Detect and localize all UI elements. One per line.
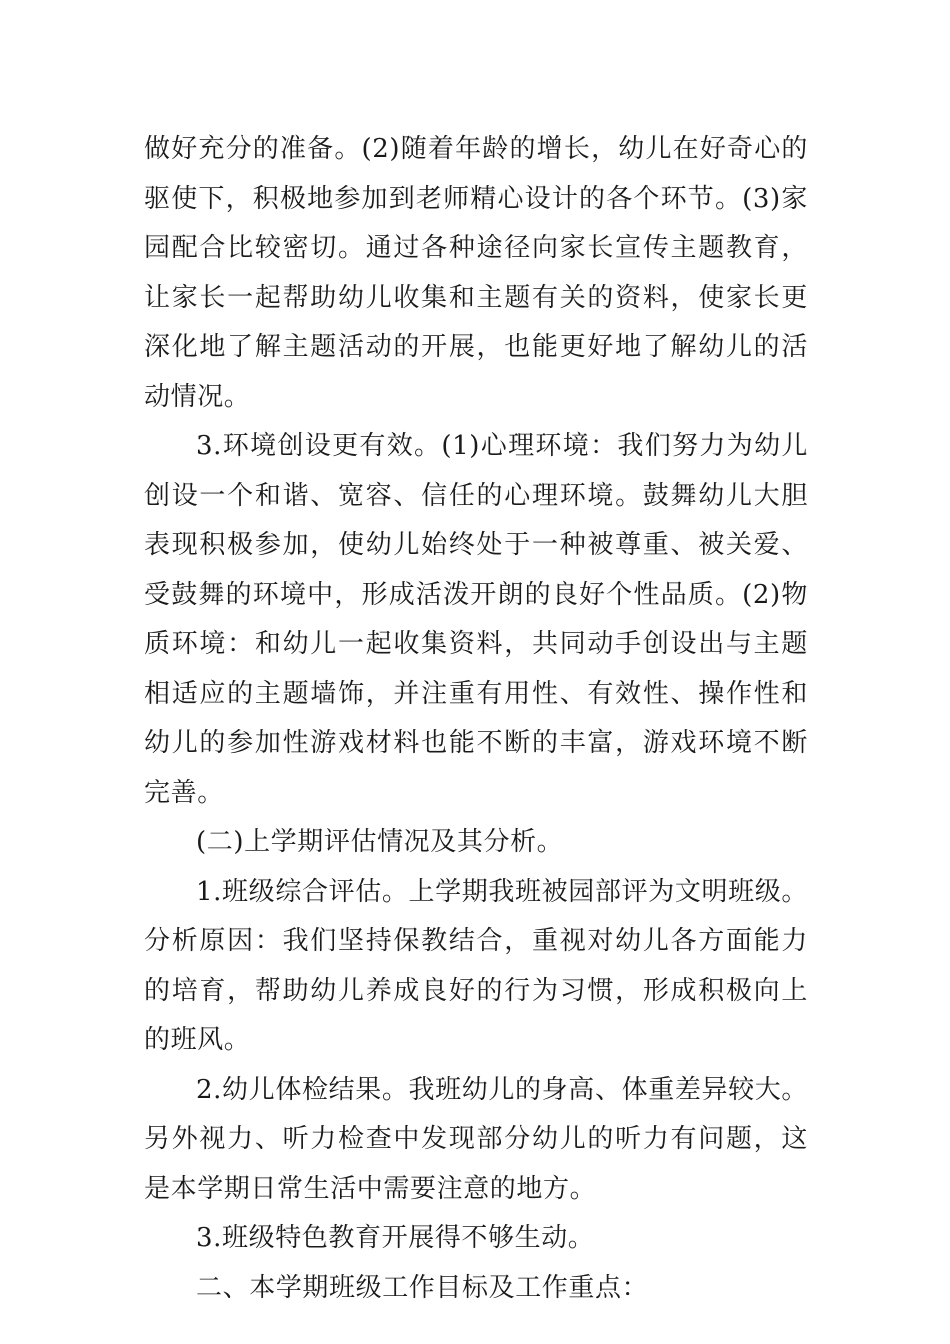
paragraph-class-evaluation: 1.班级综合评估。上学期我班被园部评为文明班级。分析原因：我们坚持保教结合，重视对幼儿各方面能力的培育，帮助幼儿养成良好的行为习惯，形成积极向上的班风。 xyxy=(144,876,808,1055)
heading-evaluation: (二)上学期评估情况及其分析。 xyxy=(196,827,564,857)
paragraph-special-education: 3.班级特色教育开展得不够生动。 xyxy=(196,1223,595,1253)
heading-goals: 二、本学期班级工作目标及工作重点： xyxy=(196,1272,649,1303)
paragraph-health-check: 2.幼儿体检结果。我班幼儿的身高、体重差异较大。另外视力、听力检查中发现部分幼儿的听力有问题，这是本学期日常生活中需要注意的地方。 xyxy=(144,1074,808,1204)
document-page xyxy=(144,125,808,1313)
paragraph-continuation: 做好充分的准备。(2)随着年龄的增长，幼儿在好奇心的驱使下，积极地参加到老师精心设计的各个环节。(3)家园配合比较密切。通过各种途径向家长宣传主题教育，让家长一起帮助幼儿收集和主题有关的资料，使家长更深化地了解主题活动的开展，也能更好地了解幼儿的活动情况。 xyxy=(144,134,808,412)
paragraph-environment: 3.环境创设更有效。(1)心理环境：我们努力为幼儿创设一个和谐、宽容、信任的心理环境。鼓舞幼儿大胆表现积极参加，使幼儿始终处于一种被尊重、被关爱、受鼓舞的环境中，形成活泼开朗的良好个性品质。(2)物质环境：和幼儿一起收集资料，共同动手创设出与主题相适应的主题墙饰，并注重有用性、有效性、操作性和幼儿的参加性游戏材料也能不断的丰富，游戏环境不断完善。 xyxy=(144,431,808,808)
